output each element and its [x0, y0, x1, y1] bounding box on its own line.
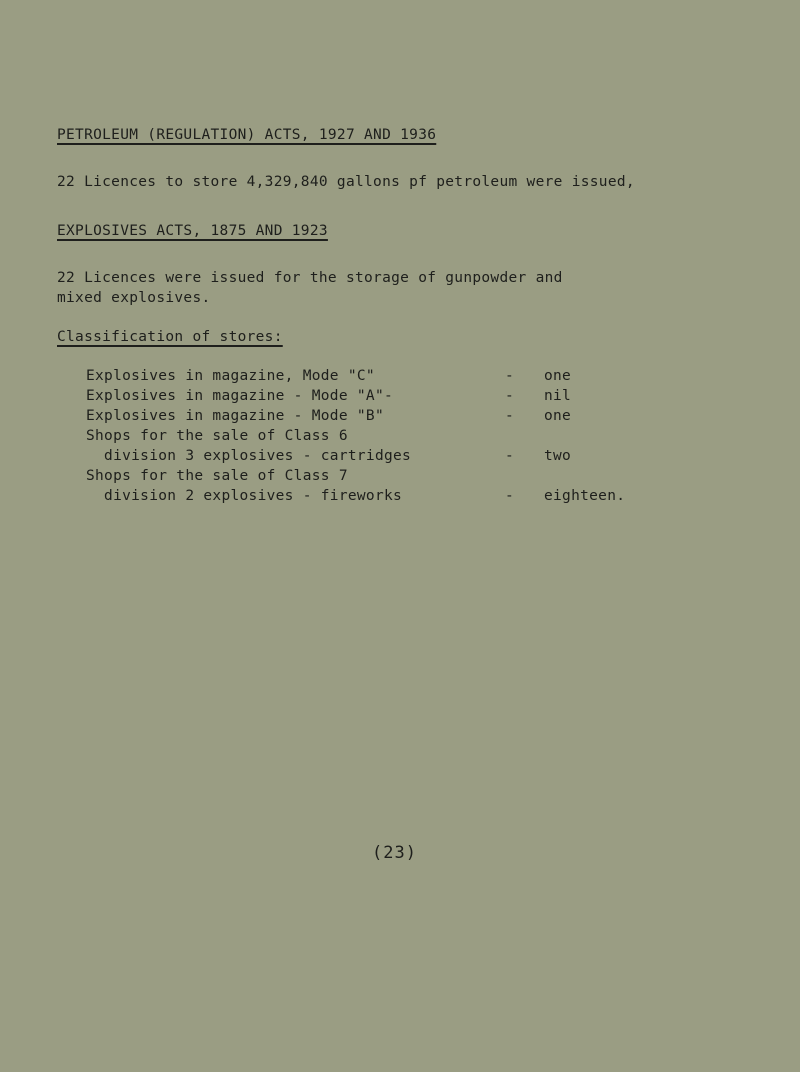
classification-row-dash: - — [505, 368, 515, 384]
classification-row-value: one — [544, 408, 572, 424]
classification-row-label: division 3 explosives - cartridges — [86, 448, 412, 464]
classification-row-value: two — [544, 448, 572, 464]
classification-row-label: Explosives in magazine - Mode "B" — [86, 408, 384, 424]
classification-heading: Classification of stores: — [57, 329, 283, 345]
classification-row-label: Explosives in magazine, Mode "C" — [86, 368, 375, 384]
classification-row-dash: - — [505, 488, 515, 504]
classification-row-value: eighteen. — [544, 488, 626, 504]
classification-row-dash: - — [505, 448, 515, 464]
explosives-heading: EXPLOSIVES ACTS, 1875 AND 1923 — [57, 223, 328, 239]
classification-row-value: one — [544, 368, 572, 384]
petroleum-heading: PETROLEUM (REGULATION) ACTS, 1927 AND 1936 — [57, 127, 437, 143]
explosives-text-line-1: 22 Licences were issued for the storage of gunpowder and — [57, 270, 563, 286]
classification-row-dash: - — [505, 408, 515, 424]
page-number: (23) — [372, 843, 417, 863]
classification-row-dash: - — [505, 388, 515, 404]
petroleum-text: 22 Licences to store 4,329,840 gallons pf petroleum were issued, — [57, 174, 635, 190]
classification-row-label: Shops for the sale of Class 7 — [86, 468, 348, 484]
explosives-text-line-2: mixed explosives. — [57, 290, 211, 306]
classification-row-label: Explosives in magazine - Mode "A"- — [86, 388, 394, 404]
classification-row-value: nil — [544, 388, 572, 404]
classification-row-label: Shops for the sale of Class 6 — [86, 428, 348, 444]
classification-row-label: division 2 explosives - fireworks — [86, 488, 403, 504]
